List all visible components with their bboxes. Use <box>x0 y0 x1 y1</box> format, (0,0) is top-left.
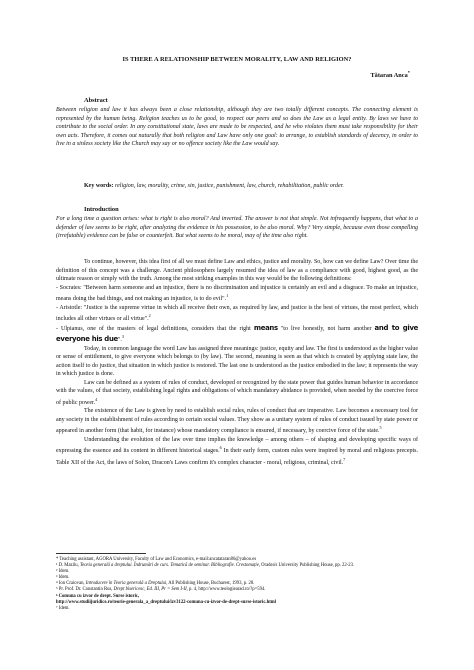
author-name <box>370 70 410 79</box>
author-footnote-mark: * <box>407 70 410 75</box>
footnote-1-title: Teoria generală a dreptului. Îndrumări de curs. Tematică de seminar. Bibliografie. Crestomație <box>79 563 259 569</box>
introduction-heading: Introduction <box>84 206 119 213</box>
abstract-text: Between religion and law it has always been a close relationship, although they are two totally different concepts. The connecting element is represented by the human being. Religion teaches us to be good, to respect our peers and so does the Law as a legal entity. By laws we have to contribute to the social order. In any constitutional state, laws are made to be respected, and he who violates them must take responsibility for their own acts. Therefore, it comes out naturally that both religion and Law have only one goal: to arrange, to establish standards of decency, in order to live in a sinless society like the Church may say or no offence society like the Law would say. <box>56 107 418 148</box>
aristotle-lead: - Aristotle: <box>56 304 83 311</box>
introduction-text: For a long time a question arises: what is right is also moral? And inverted. The answer is not that simple. Not infrequently happens, that what to a defender of law seems to be right, after analyzing the evidence in his possession, to be also moral. Why? Very simple, because even those compelling (irrefutable) evidence can be false or counterfeit. But what seems to be moral, may of the time also right. <box>56 216 418 240</box>
aristotle-quote <box>56 304 418 324</box>
socrates-quote <box>56 284 418 304</box>
ulpianus-handwritten-1: means <box>253 323 278 332</box>
socrates-lead: - Socrates: <box>56 284 82 291</box>
footnote-4-publisher: , All Publishing House, Bucharest, 1993, p. 28. <box>166 581 255 587</box>
body-text <box>56 258 418 467</box>
footnote-3: ³ Idem. <box>56 575 70 581</box>
aristotle-text: "Justice is the supreme virtue in which all receive their own, as required by law, and justice is the best of virtues, the most perfect, which includes all other virtues or all virtue". <box>56 304 418 322</box>
body-paragraph-3-text: Law can be defined as a system of rules of conduct, developed or recognized by the state power that guides human behavior in accordance with the values, of that society, establishing legal rights and obligations of which mandatory abidance is provided, when needed by the coercive force of public power. <box>56 379 418 406</box>
socrates-text: "Between harm someone and an injustice, there is no discrimination and injustice is certainly an evil and a disgrace. To make an injustice, means doing the bad things, and not making an injustice, is to do evil". <box>56 284 418 302</box>
footnote-5-link: , p. 4, http://www.teologiearad.ro/?p=594. <box>186 587 266 593</box>
body-paragraph-1: To continue, however, this idea first of all we must define Law and ethics, justice and morality. So, how can we define Law? Over time the definition of this concept was a challenge. Ancient philosophers largely resumed the idea of law as a compliance with good, highest good, as the ultimate reason or simply with the truth. Among the most striking examples in this way would be the following definitions: <box>56 259 418 282</box>
footnote-ref-7: 7 <box>343 456 346 462</box>
footnote-1-publisher: , Oradea's University Publishing House, pp. 22-23. <box>258 563 355 569</box>
ulpianus-quote <box>56 324 418 345</box>
footnote-6: ⁶ Comuna cu izvor de drept. Surse istoric, <box>56 593 140 599</box>
body-paragraph-5-text-b: In their early form, custom rules were inspired by moral and religious precepts. Table XII of the Act, the laws of Solon, Dracon's Laws confirm it's complex character - moral, religious, criminal, civil. <box>56 448 418 466</box>
paper-title: IS THERE A RELATIONSHIP BETWEEN MORALITY, LAW AND RELIGION? <box>122 56 352 63</box>
body-paragraph-4 <box>56 407 418 436</box>
footnote-ref-6: 6 <box>219 445 222 450</box>
body-paragraph-4-text: The existence of the Law is given by need to establish social rules, rules of conduct that are imperative. Law becomes a necessary tool for any society in the establishment of rules according to certain social values. They show as a unitary system of rules of conduct issued by state power or appeared in another form (that habit, for instance) whose mandatory compliance is ensured, if necessary, by coercive force of the state. <box>56 408 418 434</box>
footnote-ref-4: 4 <box>95 396 98 402</box>
keywords-text: religion, law, morality, crime, sin, justice, punishment, law, church, rehabilitation, public order. <box>115 183 344 189</box>
ulpianus-handwritten-2: and to give everyone his due <box>56 323 419 343</box>
footnote-ref-1: 1 <box>226 293 229 298</box>
footnote-7: ⁷ Idem. <box>56 605 70 611</box>
ulpianus-text: - Ulpianus, one of the masters of legal definitions, considers that the right <box>56 325 251 332</box>
footnote-ref-5: 5 <box>379 425 382 430</box>
body-paragraph-3 <box>56 379 418 408</box>
ulpianus-text-2: "to live honestly, not harm another <box>277 325 372 332</box>
footnote-4-author: ⁴ Ion Craiovan, <box>56 581 86 587</box>
body-paragraph-2: Today, in common language the word Law has assigned three meanings: justice, equity and law. The first is understood as the higher value or sense of entitlement, to give everyone which belongs to (by law). The second, meaning is seen as that which is created by applying state law, the action itself to do justice, that situation in which justice is restored. The last one is understood as the justice embodied in the law; it represents the way in which justice is done. <box>56 345 418 377</box>
footnote-divider <box>56 553 146 554</box>
keywords-line <box>56 182 418 191</box>
footnote-6-link[interactable]: http://www.studiijuridice.ro/teorie-generala_a_dreptului/izv3122-comuna-cu-izvor-de-drept-surse-istoric.html <box>56 599 276 605</box>
footnote-author: * Teaching assistant, AGORA University, Faculty of Law and Economics, e-mail:ancatataran86@yahoo.es <box>56 557 257 562</box>
footnotes <box>56 557 420 612</box>
footnote-ref-2: 2 <box>148 313 151 318</box>
body-paragraph-5-text: Understanding the evolution of the law over time implies the knowledge – among others – of shaping and developing specific ways of expressing the essence and its content in different historical stages. <box>56 436 418 454</box>
footnote-1-author: ¹ D. Mazilu, <box>56 563 80 569</box>
footnote-ref-3: 3 <box>121 334 124 339</box>
footnote-2: ² Idem. <box>56 569 70 575</box>
keywords-label: Key words: <box>84 183 114 189</box>
abstract-heading: Abstract <box>84 97 108 104</box>
author-name-text: Tătaran Anca <box>370 72 408 80</box>
footnote-4-title: Introducere în Teoria generală a Dreptului <box>85 581 167 587</box>
body-paragraph-5 <box>56 436 418 468</box>
footnote-5-title: Drept bisericesc, Ed. III, Pr = Sem I-II <box>113 587 187 593</box>
ulpianus-text-3: ". <box>117 337 122 343</box>
footnote-5-author: ⁵ Pr. Prof. Dr. Constantin Rus, <box>56 587 114 593</box>
